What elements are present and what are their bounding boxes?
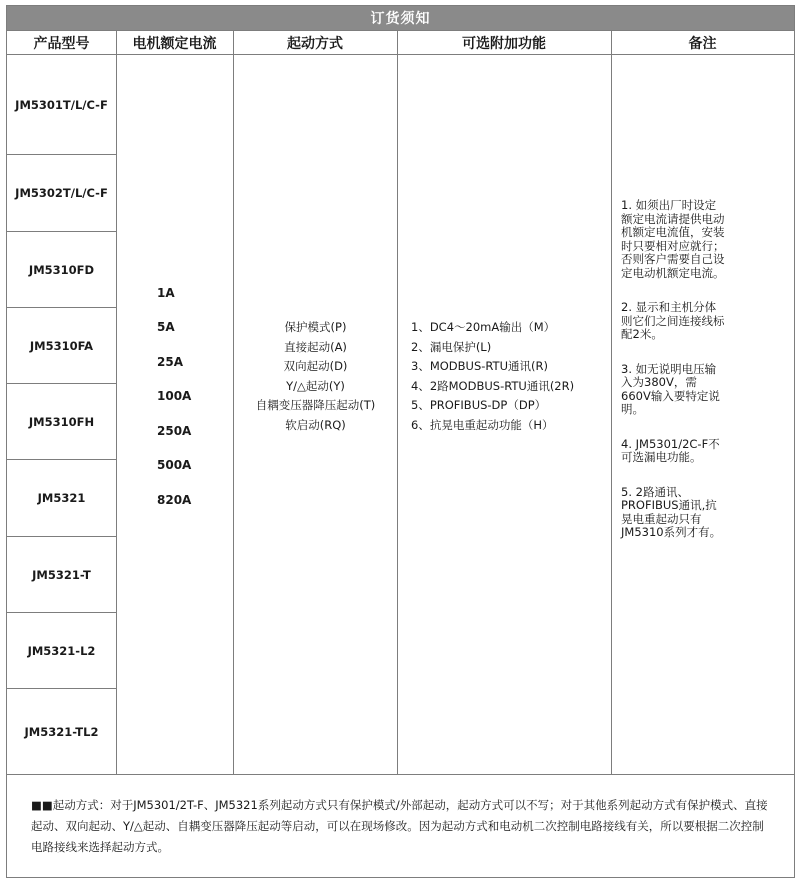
- header-start: 起动方式: [287, 35, 343, 52]
- model-cell: JM5310FH: [7, 384, 116, 460]
- model-cell: JM5321-TL2: [24, 724, 99, 739]
- column-divider: [116, 30, 117, 774]
- function-item: 2、漏电保护(L): [411, 339, 492, 354]
- current-value: 250A: [157, 424, 192, 438]
- note-item: 1. 如须出厂时设定额定电流请提供电动机额定电流值，安装时只要相对应就行；否则客户需要自己设定电动机额定电流。: [621, 198, 725, 280]
- start-mode-item: 自耦变压器降压起动(T): [255, 398, 376, 412]
- start-mode-item: Y/△起动(Y): [286, 378, 345, 393]
- function-item: 3、MODBUS-RTU通讯(R): [411, 359, 548, 373]
- footer-note: ■■起动方式：对于JM5301/2T-F、JM5321系列起动方式只有保护模式/外部起动，起动方式可以不写；对于其他系列起动方式有保护模式、直接起动、双向起动、Y/△起动、自耦变压器降压起动等启动，可以在现场修改。因为起动方式和电动机二次控制电路接线有关，所以要根据二次控制电路接线来选择起动方式。: [31, 798, 768, 854]
- model-cell: JM5302T/L/C-F: [7, 155, 116, 232]
- start-mode-item: 保护模式(P): [284, 320, 347, 334]
- model-cell: JM5321-T: [7, 537, 116, 613]
- function-list: [411, 318, 574, 435]
- start-mode-list: [234, 318, 397, 435]
- function-item: 1、DC4～20mA输出（M）: [411, 320, 556, 334]
- note-item: 3. 如无说明电压输入为380V，需660V输入要特定说明。: [621, 361, 720, 416]
- header-model: 产品型号: [33, 35, 90, 52]
- current-value: 100A: [157, 389, 192, 403]
- model-cell: JM5310FD: [7, 232, 116, 308]
- table-title: 订货须知: [7, 6, 794, 30]
- model-cell: JM5321-L2: [7, 613, 116, 689]
- current-value: 1A: [157, 286, 175, 300]
- order-notice-table: [6, 5, 795, 878]
- start-mode-item: 软启动(RQ): [285, 417, 346, 432]
- model-cell: JM5301T/L/C-F: [7, 55, 116, 155]
- header-functions: 可选附加功能: [462, 35, 546, 52]
- header-notes: 备注: [688, 35, 717, 52]
- notes-list: [621, 199, 725, 561]
- start-mode-item: 直接起动(A): [284, 339, 347, 354]
- footer-divider: [7, 774, 794, 775]
- current-value: 500A: [157, 458, 192, 472]
- header-current: 电机额定电流: [132, 35, 217, 52]
- model-cell: JM5310FA: [7, 308, 116, 384]
- note-item: 2. 显示和主机分体则它们之间连接线标配2米。: [621, 300, 725, 341]
- model-column: [7, 55, 116, 774]
- current-value: 5A: [157, 320, 175, 334]
- note-item: 4. JM5301/2C-F不可选漏电功能。: [621, 436, 720, 464]
- note-item: 5. 2路通讯、PROFIBUS通讯,抗晃电重起动只有JM5310系列才有。: [621, 484, 722, 539]
- function-item: 6、抗晃电重起动功能（H）: [411, 417, 554, 432]
- current-value: 25A: [157, 355, 183, 369]
- current-value: 820A: [157, 493, 192, 507]
- column-divider: [611, 30, 612, 774]
- function-item: 5、PROFIBUS-DP（DP）: [411, 398, 547, 412]
- model-cell: JM5321: [7, 460, 116, 537]
- header-row: [7, 30, 794, 55]
- function-item: 4、2路MODBUS-RTU通讯(2R): [411, 378, 575, 393]
- start-mode-item: 双向起动(D): [283, 359, 348, 373]
- column-divider: [397, 30, 398, 774]
